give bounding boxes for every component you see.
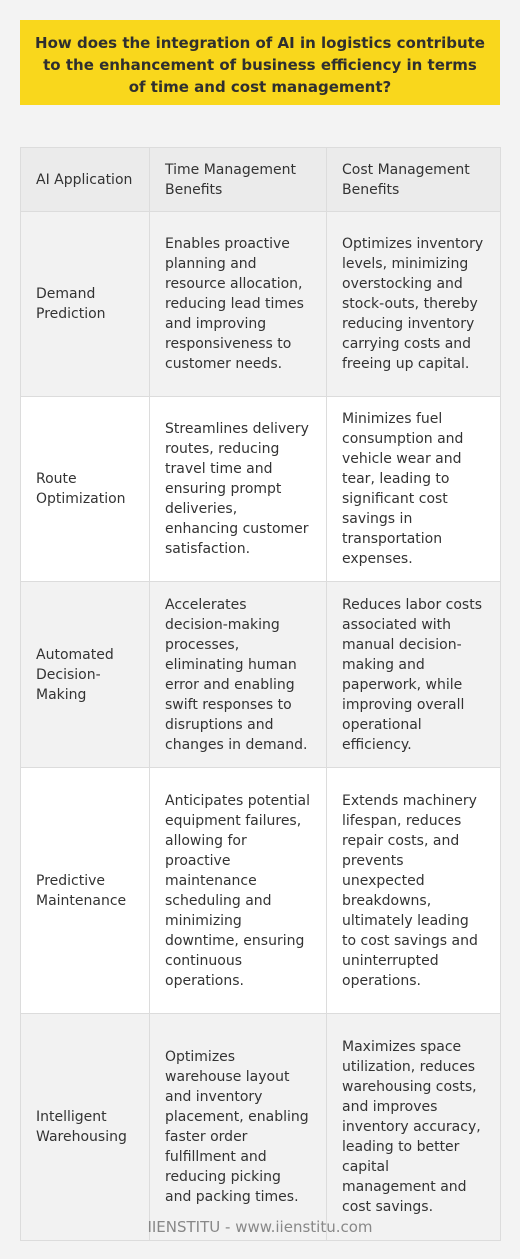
cell-time-benefit: Accelerates decision-making processes, eliminating human error and enabling swift responses to disruptions and changes in demand. [150,582,327,768]
header-time-management: Time Management Benefits [150,148,327,212]
table-row [21,768,501,1014]
cell-application: Automated Decision-Making [21,582,150,768]
cell-application: Intelligent Warehousing [21,1014,150,1241]
cell-application: Demand Prediction [21,212,150,397]
cell-application: Route Optimization [21,397,150,582]
table-row [21,397,501,582]
cell-cost-benefit: Optimizes inventory levels, minimizing overstocking and stock-outs, thereby reducing inventory carrying costs and freeing up capital. [327,212,501,397]
footer-credit: IIENSTITU - www.iienstitu.com [147,1218,373,1236]
table-row [21,1014,501,1241]
cell-time-benefit: Streamlines delivery routes, reducing travel time and ensuring prompt deliveries, enhancing customer satisfaction. [150,397,327,582]
cell-cost-benefit: Maximizes space utilization, reduces warehousing costs, and improves inventory accuracy, leading to better capital management and cost savings. [327,1014,501,1241]
table-row [21,212,501,397]
cell-cost-benefit: Reduces labor costs associated with manual decision-making and paperwork, while improving overall operational efficiency. [327,582,501,768]
header-ai-application: AI Application [21,148,150,212]
benefits-table [20,147,501,1241]
cell-time-benefit: Optimizes warehouse layout and inventory placement, enabling faster order fulfillment and reducing picking and packing times. [150,1014,327,1241]
question-banner [20,20,500,105]
question-text: How does the integration of AI in logistics contribute to the enhancement of business efficiency in terms of time and cost management? [35,34,485,96]
cell-cost-benefit: Extends machinery lifespan, reduces repair costs, and prevents unexpected breakdowns, ultimately leading to cost savings and uninterrupted operations. [327,768,501,1014]
cell-time-benefit: Enables proactive planning and resource allocation, reducing lead times and improving responsiveness to customer needs. [150,212,327,397]
table-header-row [21,148,501,212]
table-row [21,582,501,768]
header-cost-management: Cost Management Benefits [327,148,501,212]
cell-time-benefit: Anticipates potential equipment failures, allowing for proactive maintenance scheduling and minimizing downtime, ensuring continuous operations. [150,768,327,1014]
cell-cost-benefit: Minimizes fuel consumption and vehicle wear and tear, leading to significant cost savings in transportation expenses. [327,397,501,582]
cell-application: Predictive Maintenance [21,768,150,1014]
